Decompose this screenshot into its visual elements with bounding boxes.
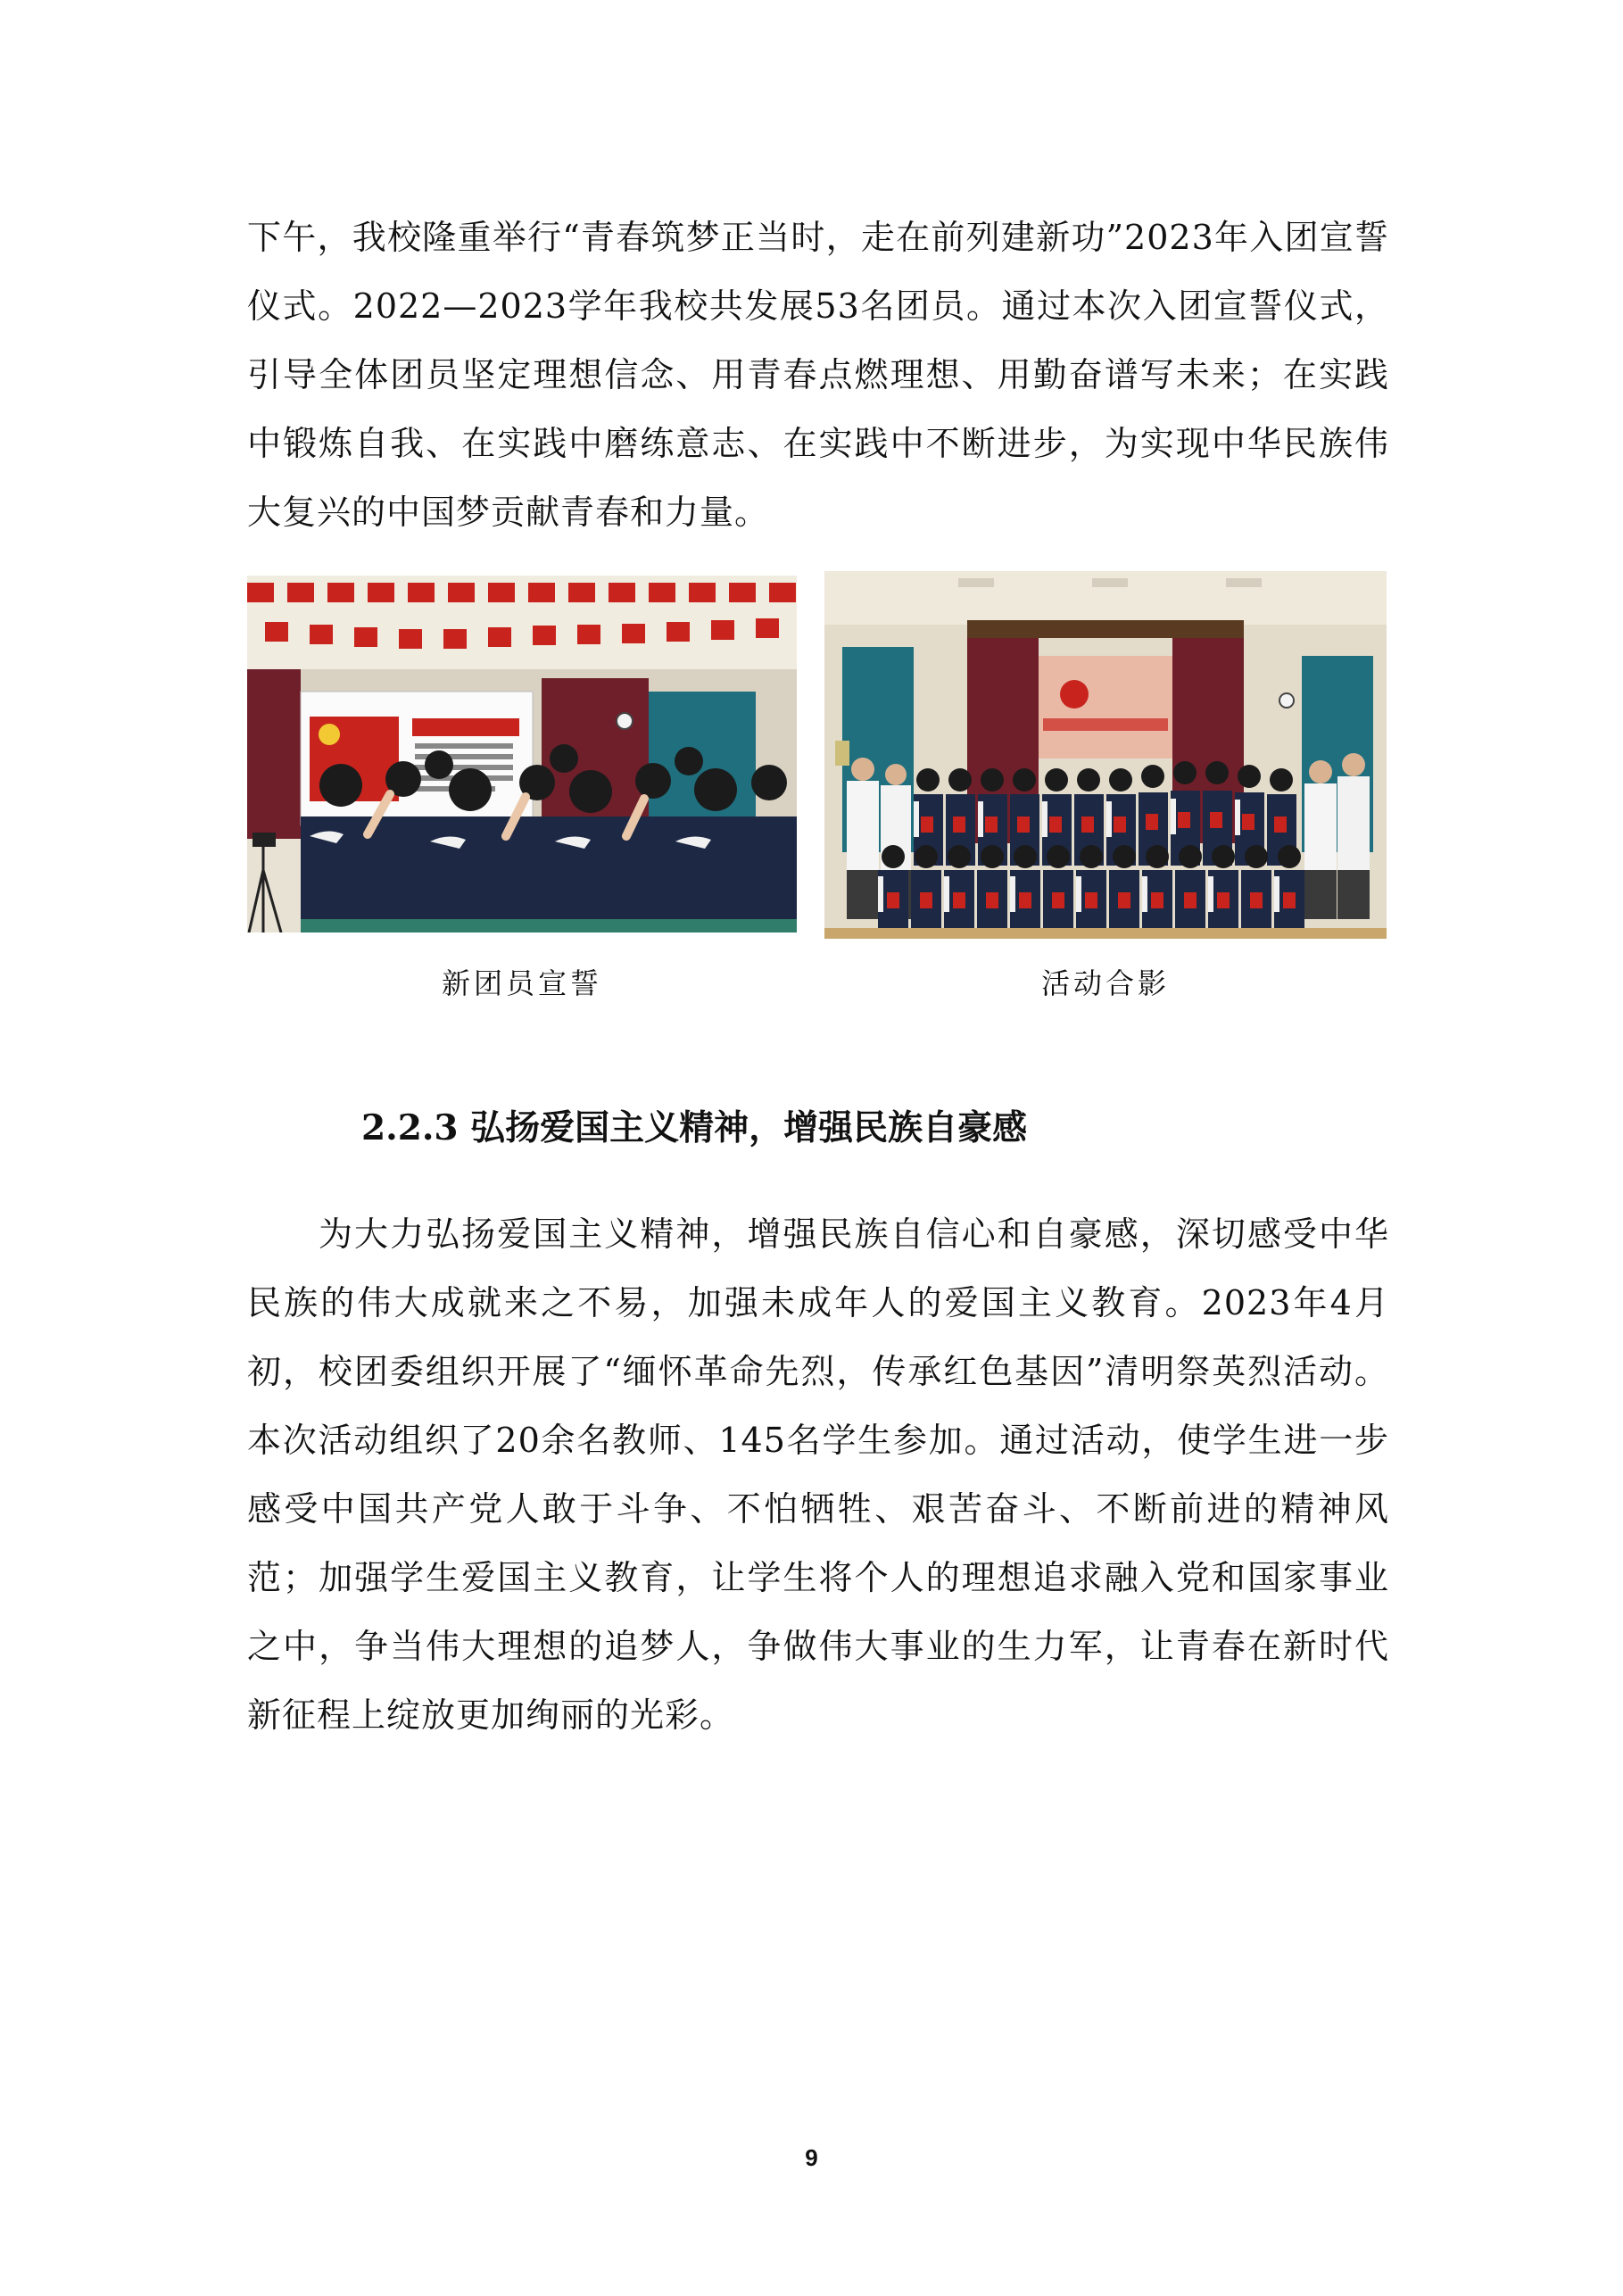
figure-caption-group: 活动合影 <box>1040 966 1170 1000</box>
oath-ceremony-photo <box>247 576 797 932</box>
section-heading: 2.2.3 弘扬爱国主义精神，增强民族自豪感 <box>361 1107 1028 1148</box>
page-number: 9 <box>805 2144 818 2171</box>
group-photo <box>824 571 1387 939</box>
section-paragraph: 为大力弘扬爱国主义精神，增强民族自信心和自豪感，深切感受中华民族的伟大成就来之不易，加强未成年人的爱国主义教育。2023年4月初，校团委组织开展了“缅怀革命先烈，传承红色基因”清明祭英烈活动。本次活动组织了20余名教师、145名学生参加。通过活动，使学生进一步感受中国共产党人敢于斗争、不怕牺牲、艰苦奋斗、不断前进的精神风范；加强学生爱国主义教育，让学生将个人的理想追求融入党和国家事业之中，争当伟大理想的追梦人，争做伟大事业的生力军，让青春在新时代新征程上绽放更加绚丽的光彩。 <box>247 1214 1389 1735</box>
figure-caption-oath: 新团员宣誓 <box>441 966 602 1000</box>
intro-paragraph: 下午，我校隆重举行“青春筑梦正当时，走在前列建新功”2023年入团宣誓仪式。2022—2023学年我校共发展53名团员。通过本次入团宣誓仪式，引导全体团员坚定理想信念、用青春点燃理想、用勤奋谱写未来；在实践中锻炼自我、在实践中磨练意志、在实践中不断进步，为实现中华民族伟大复兴的中国梦贡献青春和力量。 <box>247 218 1389 532</box>
